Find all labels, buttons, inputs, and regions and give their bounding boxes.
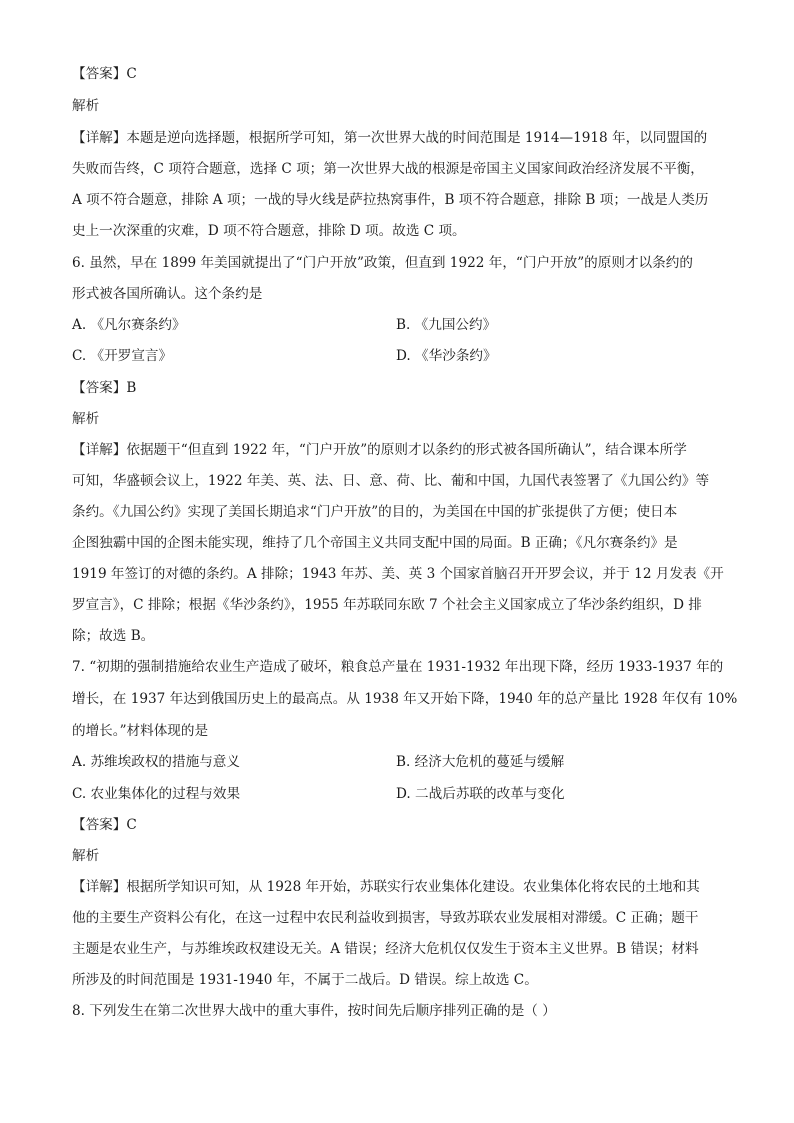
explanation-q5-line-3: A 项不符合题意，排除 A 项；一战的导火线是萨拉热窝事件，B 项不符合题意，排除 B 项；一战是人类历 [72,192,709,208]
explanation-q7-line-2: 他的主要生产资料公有化，在这一过程中农民利益收到损害，导致苏联农业发展相对滞缓。C 正确；题干 [72,910,699,926]
q7-option-a: A. 苏维埃政权的措施与意义 [72,754,240,770]
explanation-q7-line-3: 主题是农业生产，与苏维埃政权建设无关。A 错误；经济大危机仅仅发生于资本主义世界。B 错误；材料 [72,941,699,957]
q7-option-c: C. 农业集体化的过程与效果 [72,786,241,802]
explanation-q6-line-3: 条约。《九国公约》实现了美国长期追求“门户开放”的目的，为美国在中国的扩张提供了方便；使日本 [72,504,678,520]
q7-option-d: D. 二战后苏联的改革与变化 [396,786,565,802]
explanation-q5-line-2: 失败而告终，C 项符合题意，选择 C 项；第一次世界大战的根源是帝国主义国家间政治经济发展不平衡， [72,161,704,177]
q6-option-d: D. 《华沙条约》 [396,348,497,364]
explanation-q6-line-7: 除；故选 B。 [72,628,155,644]
explanation-q6-line-6: 罗宣言》，C 排除；根据《华沙条约》，1955 年苏联同东欧 7 个社会主义国家成立了华沙条约组织，D 排 [72,597,702,613]
question-7-line-1: 7. “初期的强制措施给农业生产造成了破坏，粮食总产量在 1931-1932 年出现下降，经历 1933-1937 年的 [72,659,724,675]
question-6-line-2: 形式被各国所确认。这个条约是 [72,286,263,302]
question-7-line-3: 的增长。”材料体现的是 [72,723,209,739]
explanation-q5-line-4: 史上一次深重的灾难，D 项不符合题意，排除 D 项。故选 C 项。 [72,223,466,239]
analysis-label-q5: 解析 [72,98,100,114]
explanation-q6-line-1: 【详解】依据题干“但直到 1922 年，“门户开放”的原则才以条约的形式被各国所确认”，结合课本所学 [72,442,687,458]
q6-option-b: B. 《九国公约》 [396,317,497,333]
answer-q7: 【答案】C [72,817,137,833]
answer-q6: 【答案】B [72,380,137,396]
q7-option-b: B. 经济大危机的蔓延与缓解 [396,754,565,770]
explanation-q6-line-4: 企图独霸中国的企图未能实现，维持了几个帝国主义共同支配中国的局面。B 正确；《凡尔赛条约》是 [72,535,678,551]
analysis-label-q6: 解析 [72,411,100,427]
analysis-label-q7: 解析 [72,848,100,864]
q6-option-a: A. 《凡尔赛条约》 [72,317,186,333]
explanation-q6-line-5: 1919 年签订的对德的条约。A 排除；1943 年苏、美、英 3 个国家首脑召开开罗会议，并于 12 月发表《开 [72,566,724,582]
explanation-q6-line-2: 可知，华盛顿会议上，1922 年美、英、法、日、意、荷、比、葡和中国，九国代表签署了《九国公约》等 [72,473,710,489]
explanation-q7-line-4: 所涉及的时间范围是 1931-1940 年，不属于二战后。D 错误。综上故选 C。 [72,972,538,988]
question-8: 8. 下列发生在第二次世界大战中的重大事件，按时间先后顺序排列正确的是（ ） [72,1003,556,1019]
explanation-q7-line-1: 【详解】根据所学知识可知，从 1928 年开始，苏联实行农业集体化建设。农业集体化将农民的土地和其 [72,879,700,895]
question-7-line-2: 增长，在 1937 年达到俄国历史上的最高点。从 1938 年又开始下降，1940 年的总产量比 1928 年仅有 10% [72,691,738,707]
explanation-q5-line-1: 【详解】本题是逆向选择题，根据所学可知，第一次世界大战的时间范围是 1914—1918 年，以同盟国的 [72,130,708,146]
question-6-line-1: 6. 虽然，早在 1899 年美国就提出了“门户开放”政策，但直到 1922 年，“门户开放”的原则才以条约的 [72,255,693,271]
answer-q5: 【答案】C [72,66,137,82]
q6-option-c: C. 《开罗宣言》 [72,348,173,364]
